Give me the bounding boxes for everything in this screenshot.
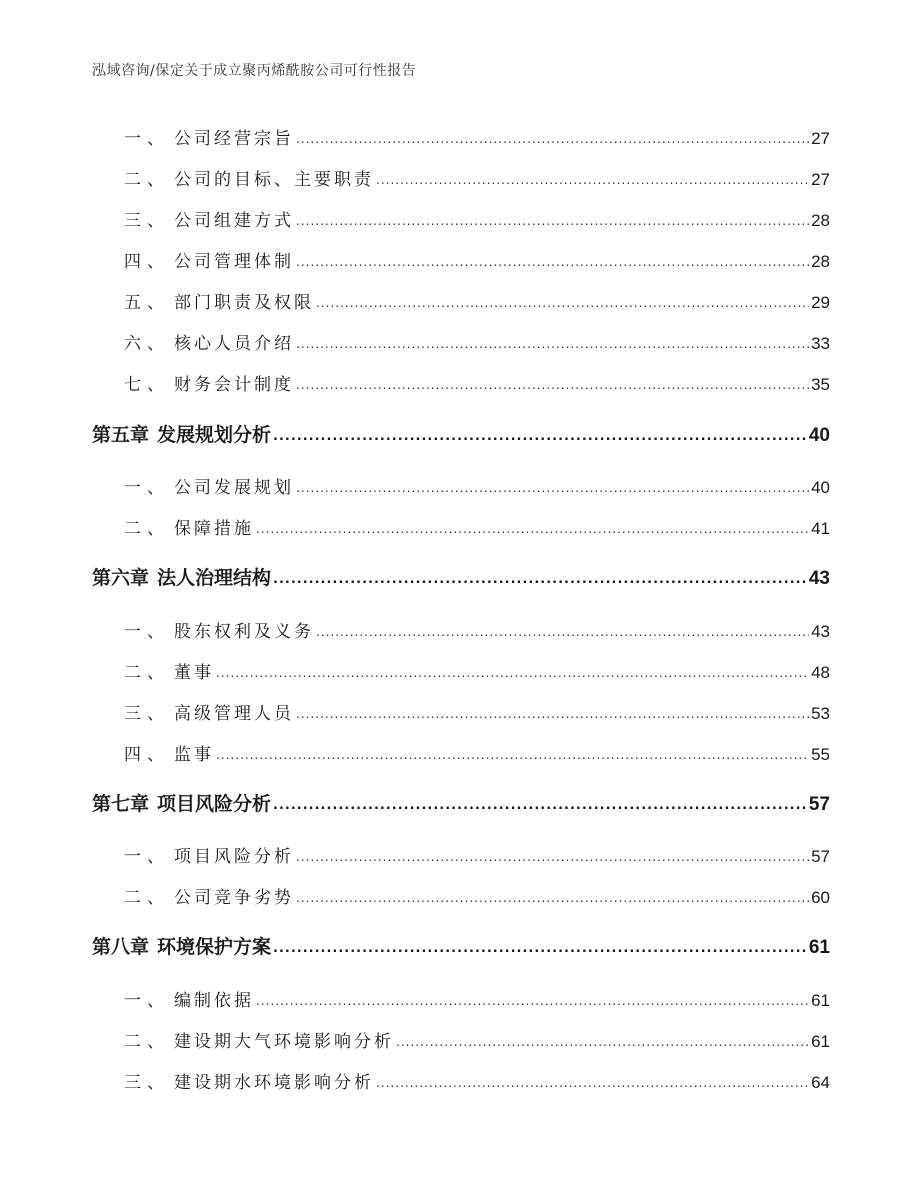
toc-entry-title: 公司管理体制	[174, 252, 294, 272]
toc-entry-number: 三、	[124, 1073, 170, 1093]
dot-leader	[296, 703, 809, 723]
dot-leader	[296, 128, 809, 148]
toc-chapter-number: 第五章	[92, 424, 150, 446]
toc-entry-number: 七、	[124, 375, 170, 395]
toc-entry-title: 监事	[174, 745, 214, 765]
toc-entry-page: 29	[811, 293, 830, 312]
toc-entry-number: 四、	[124, 745, 170, 765]
toc-entry[interactable]	[92, 842, 830, 867]
toc-entry-title: 保障措施	[174, 519, 254, 539]
toc-entry[interactable]	[92, 247, 830, 272]
toc-entry-page: 43	[811, 622, 830, 641]
toc-entry[interactable]	[92, 740, 830, 765]
toc-entry-page: 27	[811, 129, 830, 148]
toc-entry-title: 项目风险分析	[174, 847, 294, 867]
toc-chapter-number: 第八章	[92, 936, 150, 958]
toc-entry[interactable]	[92, 514, 830, 539]
toc-entry-title: 公司竞争劣势	[174, 888, 294, 908]
toc-entry[interactable]	[92, 1027, 830, 1052]
toc-entry-number: 一、	[124, 991, 170, 1011]
toc-entry[interactable]	[92, 124, 830, 149]
toc-entry-title: 编制依据	[174, 991, 254, 1011]
toc-entry-title: 财务会计制度	[174, 375, 294, 395]
dot-leader	[296, 846, 809, 866]
toc-entry-page: 28	[811, 252, 830, 271]
toc-entry-page: 61	[811, 991, 830, 1010]
dot-leader	[216, 744, 809, 764]
running-header: 泓域咨询/保定关于成立聚丙烯酰胺公司可行性报告	[92, 63, 417, 79]
toc-entry-page: 55	[811, 745, 830, 764]
toc-entry-number: 六、	[124, 334, 170, 354]
toc-entry[interactable]	[92, 658, 830, 683]
dot-leader	[296, 210, 809, 230]
dot-leader	[256, 990, 809, 1010]
toc-entry[interactable]	[92, 699, 830, 724]
toc-entry[interactable]	[92, 165, 830, 190]
dot-leader	[216, 662, 809, 682]
toc-entry-page: 41	[811, 519, 830, 538]
toc-entry-title: 建设期大气环境影响分析	[174, 1032, 394, 1052]
toc-chapter-page: 61	[808, 937, 830, 958]
toc-chapter-title: 项目风险分析	[157, 793, 272, 815]
dot-leader	[273, 792, 807, 814]
dot-leader	[296, 887, 809, 907]
dot-leader	[296, 251, 809, 271]
toc-entry-number: 四、	[124, 252, 170, 272]
toc-entry-number: 三、	[124, 704, 170, 724]
toc-entry-page: 28	[811, 211, 830, 230]
dot-leader	[316, 292, 809, 312]
toc-entry-number: 二、	[124, 1032, 170, 1052]
toc-entry-title: 股东权利及义务	[174, 622, 314, 642]
toc-entry[interactable]	[92, 1068, 830, 1093]
toc-entry-number: 一、	[124, 478, 170, 498]
toc-entry-number: 二、	[124, 170, 170, 190]
toc-entry[interactable]	[92, 986, 830, 1011]
toc-chapter[interactable]	[92, 789, 830, 816]
toc-entry[interactable]	[92, 473, 830, 498]
toc-chapter-page: 57	[808, 794, 830, 815]
toc-entry-number: 二、	[124, 663, 170, 683]
toc-entry[interactable]	[92, 370, 830, 395]
toc-entry-title: 建设期水环境影响分析	[174, 1073, 374, 1093]
toc-chapter-title: 发展规划分析	[157, 424, 272, 446]
toc-chapter-page: 40	[808, 425, 830, 446]
toc-entry-page: 40	[811, 478, 830, 497]
dot-leader	[316, 621, 809, 641]
toc-entry-page: 33	[811, 334, 830, 353]
toc-entry-page: 60	[811, 888, 830, 907]
dot-leader	[296, 477, 809, 497]
toc-entry[interactable]	[92, 617, 830, 642]
toc-entry[interactable]	[92, 883, 830, 908]
toc-chapter-title: 环境保护方案	[157, 936, 272, 958]
toc-entry-title: 董事	[174, 663, 214, 683]
toc-entry[interactable]	[92, 288, 830, 313]
toc-chapter[interactable]	[92, 932, 830, 959]
dot-leader	[296, 333, 809, 353]
toc-entry[interactable]	[92, 206, 830, 231]
toc-entry-page: 48	[811, 663, 830, 682]
table-of-contents	[92, 0, 830, 1191]
toc-chapter-number: 第六章	[92, 567, 150, 589]
toc-entry-title: 高级管理人员	[174, 704, 294, 724]
toc-entry-number: 三、	[124, 211, 170, 231]
toc-entry-number: 一、	[124, 129, 170, 149]
toc-entry-page: 35	[811, 375, 830, 394]
toc-entry-page: 53	[811, 704, 830, 723]
toc-entry-number: 一、	[124, 622, 170, 642]
dot-leader	[376, 1072, 809, 1092]
toc-entry-title: 公司发展规划	[174, 478, 294, 498]
toc-entry-page: 64	[811, 1073, 830, 1092]
toc-entry-title: 公司组建方式	[174, 211, 294, 231]
toc-entry-title: 核心人员介绍	[174, 334, 294, 354]
toc-entry-title: 部门职责及权限	[174, 293, 314, 313]
toc-chapter-page: 43	[808, 568, 830, 589]
toc-chapter-number: 第七章	[92, 793, 150, 815]
toc-chapter[interactable]	[92, 420, 830, 447]
toc-entry[interactable]	[92, 329, 830, 354]
toc-entry-number: 二、	[124, 888, 170, 908]
dot-leader	[273, 566, 807, 588]
toc-entry-title: 公司经营宗旨	[174, 129, 294, 149]
toc-entry-number: 五、	[124, 293, 170, 313]
dot-leader	[273, 935, 807, 957]
toc-entry-title: 公司的目标、主要职责	[174, 170, 374, 190]
toc-entry-page: 57	[811, 847, 830, 866]
toc-entry-page: 27	[811, 170, 830, 189]
toc-entry-page: 61	[811, 1032, 830, 1051]
dot-leader	[396, 1031, 809, 1051]
dot-leader	[376, 169, 809, 189]
toc-chapter[interactable]	[92, 563, 830, 590]
toc-chapter-title: 法人治理结构	[157, 567, 272, 589]
toc-entry-number: 一、	[124, 847, 170, 867]
dot-leader	[273, 423, 807, 445]
dot-leader	[256, 518, 809, 538]
toc-entry-number: 二、	[124, 519, 170, 539]
dot-leader	[296, 374, 809, 394]
